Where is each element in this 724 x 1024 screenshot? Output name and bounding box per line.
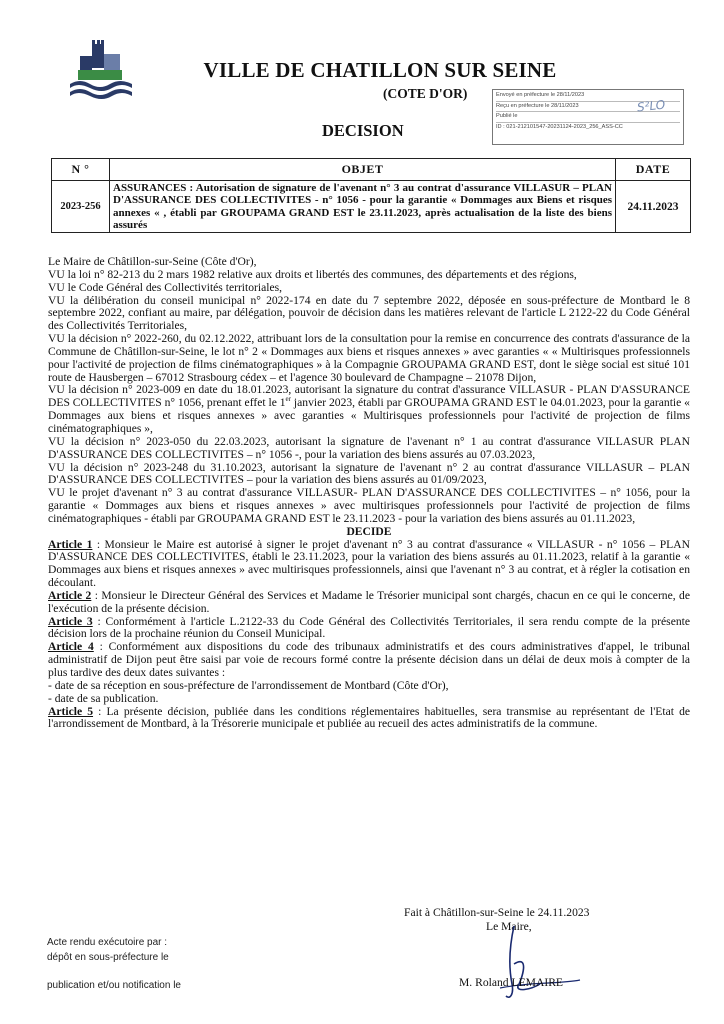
visa-code: VU le Code Général des Collectivités territoriales, — [48, 280, 283, 294]
visa-decision-2022-260: VU la décision n° 2022-260, du 02.12.2022, attribuant lors de la consultation pour la remise en concurrence des contrats d'assurance de la Commune de Châtillon-sur-Seine, le lot n° 2 « Dommages aux biens et risques annexes » avec garanties « « Multirisques professionnels pour l'activité de projection de films cinématographiques » à la Compagnie GROUPAMA GRAND EST, dont le siège social est situé 101 route de Hausbergen – 67012 Strasbourg cédex – et l'agence 30 boulevard de Champagne – 21078 Dijon, — [48, 332, 690, 384]
visa-decision-2023-050: VU la décision n° 2023-050 du 22.03.2023, autorisant la signature de l'avenant n° 1 au contrat d'assurance VILLASUR PLAN D'ASSURANCE DES COLLECTIVITES – n° 1056 -, pour la variation des biens assurés au 07.03.2023, — [48, 434, 690, 461]
decision-number: 2023-256 — [52, 181, 110, 233]
visa-decision-2023-009: VU la décision n° 2023-009 en date du 18.01.2023, autorisant la signature du contrat d'assurance VILLASUR - PLAN D'ASSURANCE DES COLLECTIVITES n° 1056, prenant effet le 1er janvier 2023, établi par GROUPAMA GRAND EST le 04.01.2023, pour la garantie « Dommages aux biens et risques annexes » avec garanties « Multirisques professionnels pour l'activité de projection de films cinématographiques », — [48, 383, 690, 435]
column-date-header: DATE — [616, 159, 691, 181]
city-logo — [70, 40, 132, 100]
visa-loi: VU la loi n° 82-213 du 2 mars 1982 relative aux droits et libertés des communes, des départements et des régions, — [48, 267, 577, 281]
visa-decision-2023-248: VU la décision n° 2023-248 du 31.10.2023, autorisant la signature de l'avenant n° 2 au contrat d'assurance VILLASUR – PLAN D'ASSURANCE DES COLLECTIVITES – pour la variation des biens assurés au 01/09/2023, — [48, 460, 690, 487]
article-5: Article 5 : La présente décision, publiée dans les conditions réglementaires habituelles, sera transmise au représentant de l'Etat de l'arrondissement de Montbard, à la Trésorerie municipale et publiée au recueil des actes administratifs de la commune. — [48, 704, 691, 731]
prefecture-stamp — [492, 89, 684, 145]
article-2: Article 2 : Monsieur le Directeur Général des Services et Madame le Trésorier municipal sont chargés, chacun en ce qui le concerne, de l'exécution de la présente décision. — [48, 588, 691, 615]
decision-header-table — [51, 158, 691, 233]
column-number-header: N ° — [52, 159, 110, 181]
stamp-id-line: ID : 021-212101547-20231124-2023_256_ASS-CC — [496, 124, 623, 131]
document-title: VILLE DE CHATILLON SUR SEINE — [203, 58, 557, 82]
decision-object: ASSURANCES : Autorisation de signature de l'avenant n° 3 au contrat d'assurance VILLASUR – PLAN D'ASSURANCE DES COLLECTIVITES - n° 1056 - pour la garantie « Dommages aux Biens et risques annexes « , établi par GROUPAMA GRAND EST le 23.11.2023, après actualisation de la liste des biens assurés — [110, 181, 616, 233]
note-publication: publication et/ou notification le — [47, 980, 181, 991]
document-type: DECISION — [322, 121, 404, 140]
note-executoire: Acte rendu exécutoire par : — [47, 937, 168, 948]
article-4-item-1: - date de sa réception en sous-préfecture de l'arrondissement de Montbard (Côte d'Or), — [48, 678, 449, 692]
signatory-role: Le Maire, — [486, 920, 532, 933]
visa-deliberation: VU la délibération du conseil municipal n° 2022-174 en date du 7 septembre 2022, déposée en sous-préfecture de Montbard le 8 septembre 2022, confiant au maire, par délégation, pouvoir de décision dans les matières relevant de l'article L 2122-22 du Code Général des Collectivités Territoriales, — [48, 293, 690, 333]
decide-heading: DECIDE — [346, 524, 392, 538]
place-and-date: Fait à Châtillon-sur-Seine le 24.11.2023 — [404, 906, 590, 919]
department-subtitle: (COTE D'OR) — [383, 86, 468, 101]
handwritten-signature — [470, 924, 620, 1004]
column-object-header: OBJET — [110, 159, 616, 181]
decision-date: 24.11.2023 — [616, 181, 691, 233]
stamp-sent-line: Envoyé en préfecture le 28/11/2023 — [496, 91, 680, 102]
signatory-name: M. Roland LEMAIRE — [459, 976, 564, 989]
stamp-received-line: Reçu en préfecture le 28/11/2023 — [496, 102, 680, 113]
decision-body — [48, 256, 690, 731]
article-1: Article 1 : Monsieur le Maire est autorisé à signer le projet d'avenant n° 3 au contrat d'assurance « VILLASUR - n° 1056 – PLAN D'ASSURANCE DES COLLECTIVITES, établi le 23.11.2023, pour la variation des biens assurés au 01.11.2023, relatif à la garantie « Dommages aux biens et risques annexes » avec multirisques professionnels, ainsi que l'avenant n° 3 au contrat, et à régler la cotisation en découlant. — [48, 537, 690, 590]
stamp-published-line: Publié le — [496, 112, 680, 123]
stamp-initials: S²LO — [636, 97, 666, 115]
note-depot: dépôt en sous-préfecture le — [47, 951, 169, 963]
article-4: Article 4 : Conformément aux dispositions du code des tribunaux administratifs et des cours administratives d'appel, le tribunal administratif de Dijon peut être saisi par voie de recours formé contre la présente décision dans un délai de deux mois à compter de la plus tardive des deux dates suivantes : — [48, 640, 690, 679]
visa-projet-avenant: VU le projet d'avenant n° 3 au contrat d'assurance VILLASUR- PLAN D'ASSURANCE DES COLLECTIVITES – n° 1056, pour la garantie « Dommages aux biens et risques annexes » avec multirisques professionnels pour l'activité de projection de films cinématographiques - établi par GROUPAMA GRAND EST le 23.11.2023 - pour la variation des biens assurés au 01.11.2023, — [48, 486, 690, 525]
mayor-intro: Le Maire de Châtillon-sur-Seine (Côte d'Or), — [48, 255, 257, 268]
article-4-item-2: - date de sa publication. — [48, 691, 159, 705]
enforceability-notes — [47, 936, 181, 994]
article-3: Article 3 : Conformément à l'article L.2122-33 du Code Général des Collectivités Territoriales, il sera rendu compte de la présente décision lors de la prochaine réunion du Conseil Municipal. — [48, 614, 690, 641]
